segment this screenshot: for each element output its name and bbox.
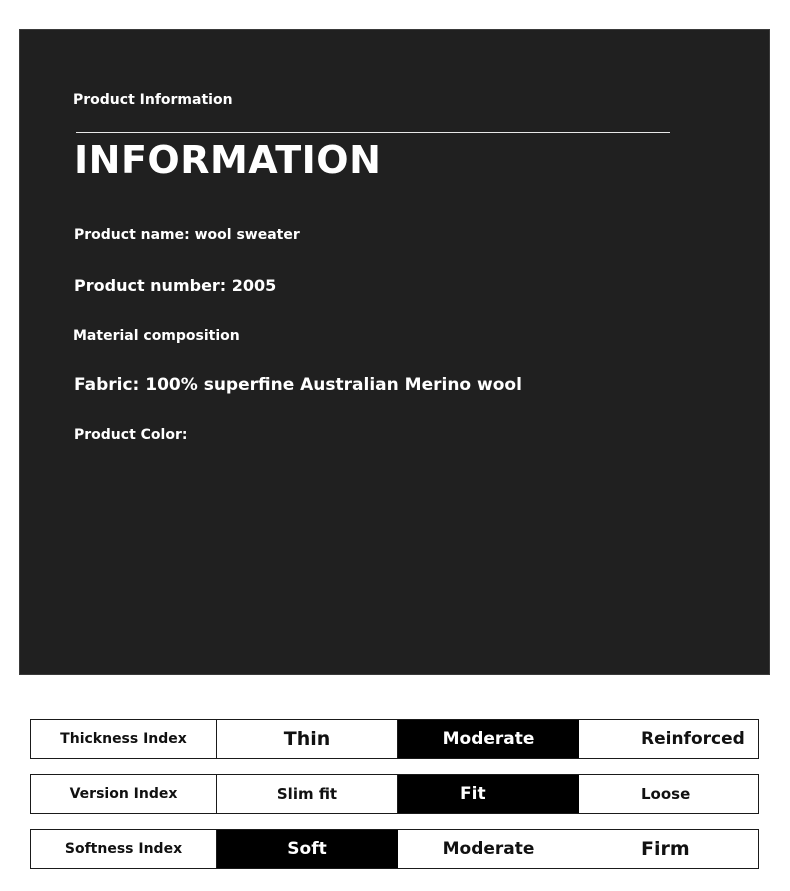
section-subtitle: Product Information [73,92,233,108]
softness-option-soft-selected: Soft [217,830,398,868]
version-option-slim-fit: Slim fit [217,775,398,813]
softness-index-label: Softness Index [31,830,217,868]
product-number: Product number: 2005 [74,276,277,295]
thickness-option-reinforced: Reinforced [641,729,745,749]
version-option-loose: Loose [641,785,691,803]
page-title: INFORMATION [74,138,382,182]
softness-option-moderate: Moderate [442,839,535,859]
divider [76,132,670,133]
version-index-label: Version Index [31,775,217,813]
version-option-fit-selected: Fit [398,775,579,813]
thickness-index-label: Thickness Index [31,720,217,758]
thickness-option-moderate-selected: Moderate [398,720,579,758]
softness-option-firm: Firm [641,838,690,860]
softness-index-row [30,829,759,869]
thickness-option-thin: Thin [217,720,398,758]
fabric-composition: Fabric: 100% superfine Australian Merino wool [74,375,522,395]
material-heading: Material composition [73,328,240,344]
thickness-index-row [30,719,759,759]
version-index-row [30,774,759,814]
product-color-label: Product Color: [74,427,188,443]
product-name: Product name: wool sweater [74,227,300,243]
product-info-panel [19,29,770,675]
